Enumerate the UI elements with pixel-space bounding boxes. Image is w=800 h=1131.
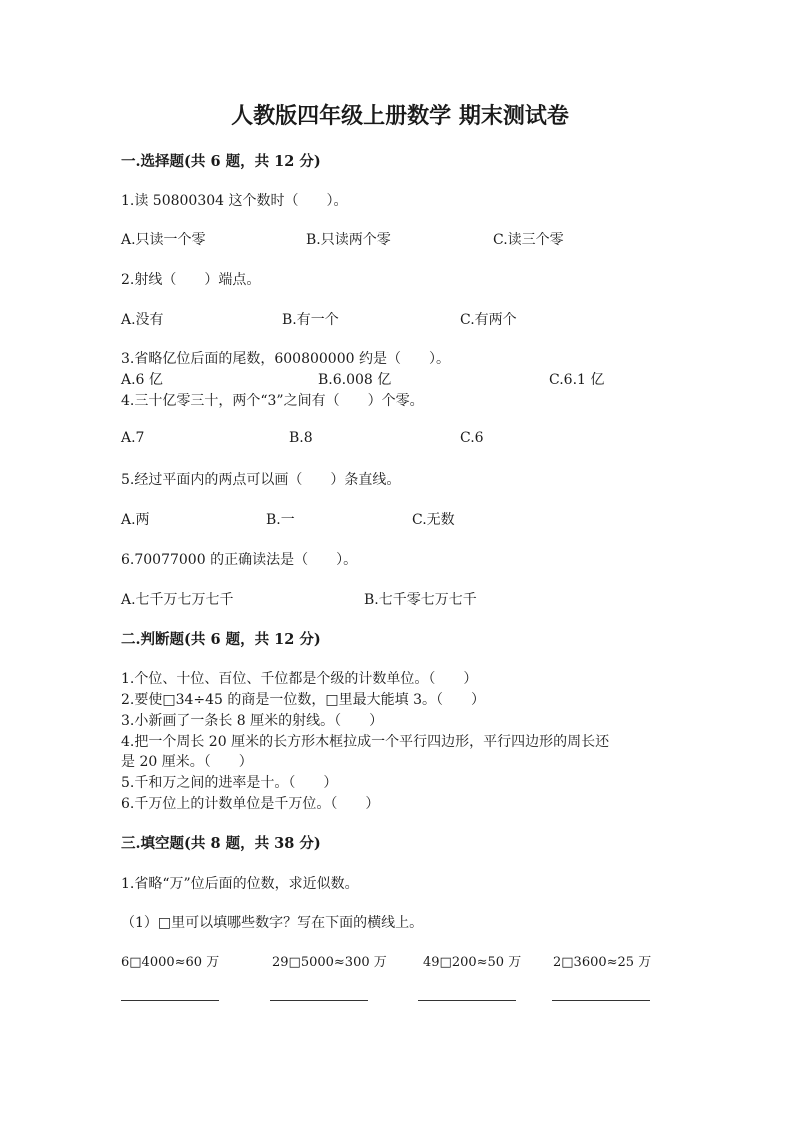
choice-question-6: 6.70077000 的正确读法是（ ）。	[121, 552, 358, 568]
choice-4-option-b: B.8	[289, 430, 313, 446]
answer-blank-line-4[interactable]	[552, 1000, 650, 1001]
fill-item-4: 2□3600≈25 万	[553, 955, 652, 970]
choice-5-option-b: B.一	[266, 512, 295, 528]
section-heading-choice: 一.选择题(共 6 题，共 12 分)	[121, 153, 321, 170]
choice-question-4: 4.三十亿零三十，两个“3”之间有（ ）个零。	[121, 393, 424, 409]
choice-question-1: 1.读 50800304 这个数时（ ）。	[121, 193, 348, 209]
choice-6-option-a: A.七千万七万七千	[121, 592, 234, 608]
choice-question-3: 3.省略亿位后面的尾数，600800000 约是（ ）。	[121, 351, 450, 367]
choice-5-option-a: A.两	[121, 512, 150, 528]
choice-2-option-b: B.有一个	[282, 312, 339, 328]
choice-3-option-b: B.6.008 亿	[318, 372, 392, 388]
judge-question-1: 1.个位、十位、百位、千位都是个级的计数单位。（ ）	[121, 671, 478, 687]
choice-6-option-b: B.七千零七万七千	[364, 592, 477, 608]
choice-question-2: 2.射线（ ）端点。	[121, 272, 261, 288]
judge-question-4-line-1: 4.把一个周长 20 厘米的长方形木框拉成一个平行四边形，平行四边形的周长还	[121, 734, 610, 750]
fill-item-3: 49□200≈50 万	[423, 955, 522, 970]
answer-blank-line-3[interactable]	[418, 1000, 516, 1001]
choice-1-option-a: A.只读一个零	[121, 232, 206, 248]
choice-3-option-c: C.6.1 亿	[549, 372, 605, 388]
choice-3-option-a: A.6 亿	[121, 372, 163, 388]
judge-question-2: 2.要使□34÷45 的商是一位数，□里最大能填 3。（ ）	[121, 692, 485, 708]
choice-4-option-a: A.7	[121, 430, 145, 446]
choice-2-option-a: A.没有	[121, 312, 164, 328]
answer-blank-line-1[interactable]	[121, 1000, 219, 1001]
judge-question-6: 6.千万位上的计数单位是千万位。（ ）	[121, 796, 380, 812]
choice-2-option-c: C.有两个	[460, 312, 517, 328]
section-heading-fill: 三.填空题(共 8 题，共 38 分)	[121, 835, 321, 852]
judge-question-4-line-2: 是 20 厘米。（ ）	[121, 754, 253, 770]
fill-item-2: 29□5000≈300 万	[272, 955, 387, 970]
judge-question-5: 5.千和万之间的进率是十。（ ）	[121, 775, 338, 791]
choice-question-5: 5.经过平面内的两点可以画（ ）条直线。	[121, 472, 401, 488]
page-title: 人教版四年级上册数学 期末测试卷	[231, 103, 569, 129]
fill-subquestion-1: （1）□里可以填哪些数字？写在下面的横线上。	[121, 915, 424, 931]
choice-1-option-b: B.只读两个零	[306, 232, 391, 248]
answer-blank-line-2[interactable]	[270, 1000, 368, 1001]
judge-question-3: 3.小新画了一条长 8 厘米的射线。（ ）	[121, 713, 384, 729]
fill-question-1: 1.省略“万”位后面的位数，求近似数。	[121, 876, 359, 892]
choice-5-option-c: C.无数	[412, 512, 455, 528]
fill-item-1: 6□4000≈60 万	[121, 955, 220, 970]
choice-1-option-c: C.读三个零	[493, 232, 564, 248]
choice-4-option-c: C.6	[460, 430, 484, 446]
section-heading-judge: 二.判断题(共 6 题，共 12 分)	[121, 631, 321, 648]
